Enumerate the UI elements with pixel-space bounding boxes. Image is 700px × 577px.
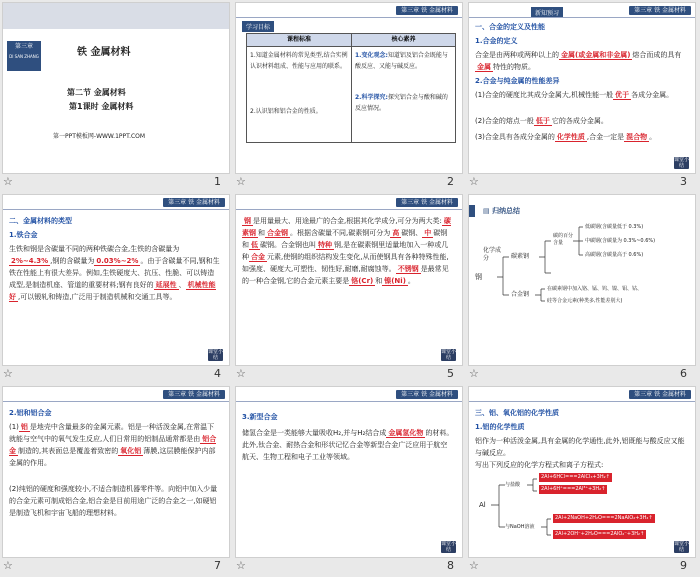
divider: [3, 209, 229, 210]
slide-footer-9: [466, 557, 699, 576]
slide-footer-2: [233, 173, 466, 192]
slide-cell-5[interactable]: [233, 192, 466, 384]
equation-base-ionic: 2Al+2OH⁻+2H₂O===2AlO₂⁻+3H₂↑: [555, 531, 645, 537]
slide-footer-7: [0, 557, 233, 576]
slide-thumbnail-7[interactable]: [3, 387, 229, 557]
paragraph-aluminum: (1) 铝 是地壳中含量最多的金属元素。铝是一种活泼金属,在常温下就能与空气中的氧气发生反应,人们日常用的铝制品通常都是由 铝合金 制造的,其表面总是覆盖着致密的 氧化铝 薄膜,这层膜能保护内部金属的作用。: [9, 423, 217, 467]
slide-header: 第三章 铁 金属材料: [163, 390, 225, 399]
heading-1: 三、铝、氧化铝的化学性质: [475, 409, 559, 417]
equation-base-molecular: 2Al+2NaOH+2H₂O===2NaAlO₂+3H₂↑: [555, 515, 653, 521]
slide-header: 第三章 铁 金属材料: [629, 6, 691, 15]
star-icon[interactable]: ☆: [236, 175, 246, 188]
star-icon[interactable]: ☆: [469, 367, 479, 380]
slide-footer-5: [233, 365, 466, 384]
heading-2: 1.铁合金: [9, 231, 38, 239]
paragraph-chemistry: (3)合金具有各成分金属的 化学性质 ,合金一定是 混合物 。: [475, 133, 657, 141]
back-button[interactable]: 课堂小结: [441, 541, 457, 553]
slide-header: 第三章 铁 金属材料: [629, 390, 691, 399]
paragraph-steel: 钢 是用量最大、用途最广的合金,根据其化学成分,可分为两大类: 碳素钢 和 合金钢 。根据含碳量不同,碳素钢可分为 高 碳钢、 中 碳钢和 低 碳钢。合金钢也叫 特种 钢,是在碳素钢里适量地加入一种或几种 合金 元素,使钢的组织结构发生变化,从而使钢具有各种特殊性能,如强度、硬度大,可塑性、韧性好,耐磨,耐腐蚀等。 不锈钢 是最常见的一种合金钢,它的合金元素主要是 铬(Cr) 和 镍(Ni) 。: [242, 217, 451, 285]
slide-footer-6: [466, 365, 699, 384]
star-icon[interactable]: ☆: [3, 367, 13, 380]
slide-footer-1: [0, 173, 233, 192]
star-icon[interactable]: ☆: [236, 367, 246, 380]
slide-footer-8: [233, 557, 466, 576]
table-header-standard: 课程标准: [247, 34, 352, 47]
equation-acid-ionic: 2Al+6H⁺===2Al³⁺+3H₂↑: [541, 486, 606, 492]
slide-thumbnail-6[interactable]: [469, 195, 695, 365]
slide-number: 7: [214, 559, 221, 572]
slide-header: 第三章 铁 金属材料: [396, 6, 458, 15]
table-header-core: 核心素养: [352, 34, 455, 47]
slide-thumbnail-3[interactable]: [469, 3, 695, 173]
section-tag: 新知预习: [531, 7, 563, 18]
chapter-en: DI SAN ZHANG: [9, 54, 39, 59]
core-2: 2.科学探究:探究铝合金与酸和碱的反应情况。: [355, 94, 448, 112]
back-button[interactable]: 课堂小结: [674, 541, 690, 553]
heading-3: 2.合金与纯金属的性能差异: [475, 77, 560, 85]
slide-cell-4[interactable]: [0, 192, 233, 384]
slide-cell-9[interactable]: [466, 384, 699, 576]
slide-thumbnail-2[interactable]: [236, 3, 462, 173]
slide-number: 2: [447, 175, 454, 188]
star-icon[interactable]: ☆: [469, 559, 479, 572]
heading-1: 2.铝和铝合金: [9, 409, 52, 417]
star-icon[interactable]: ☆: [3, 559, 13, 572]
slide-footer-4: [0, 365, 233, 384]
slide-thumbnail-8[interactable]: [236, 387, 462, 557]
template-credit: 第一PPT模板网-WWW.1PPT.COM: [53, 133, 146, 140]
title-band: [3, 3, 229, 29]
slide-number: 9: [680, 559, 687, 572]
section-tag: 学习目标: [242, 21, 274, 32]
chapter-cn: 第三章: [14, 43, 33, 50]
equation-acid-molecular: 2Al+6HCl===2AlCl₃+3H₂↑: [541, 474, 610, 480]
steel-classification-diagram: [469, 195, 695, 365]
slide-cell-7[interactable]: [0, 384, 233, 576]
back-button[interactable]: 课堂小结: [208, 349, 224, 361]
slide-number: 4: [214, 367, 221, 380]
by-composition-label: 化学成分: [483, 247, 502, 262]
slide-number: 1: [214, 175, 221, 188]
divider: [236, 401, 462, 402]
slide-number: 6: [680, 367, 687, 380]
star-icon[interactable]: ☆: [236, 559, 246, 572]
slide-thumbnail-9[interactable]: [469, 387, 695, 557]
paragraph-iron-alloy: 生铁和钢是含碳量不同的两种铁碳合金,生铁的含碳量为2%~4.3% ,钢的含碳量为 0.03%~2% 。由于含碳量不同,钢和生铁在性能上有很大差异。例如,生铁硬度大、抗压、性脆、可以铸造成型,是制造机座、管道的重要材料;钢有良好的 延展性 、 机械性能好 ,可以锻轧和铸造,广泛用于制造机械和交通工具等。: [9, 245, 220, 301]
slide-header: 第三章 铁 金属材料: [396, 390, 458, 399]
heading-2: 1.铝的化学性质: [475, 423, 525, 431]
high-carbon-node: 高碳钢(含碳量高于 0.6%): [585, 252, 644, 258]
objectives-table: [246, 33, 456, 143]
slide-cell-1[interactable]: [0, 0, 233, 192]
mid-carbon-node: 中碳钢(含碳量为 0.3%~0.6%): [585, 238, 656, 244]
summary-tag: ▤ 归纳总结: [483, 207, 521, 215]
chapter-badge: [7, 41, 41, 71]
paragraph-definition: 合金是由两种或两种以上的 金属(或金属和非金属) 熔合而成的具有金属 特性的物质。: [475, 51, 682, 71]
list-icon: ▤: [483, 207, 493, 215]
root-node: 钢: [475, 273, 482, 281]
back-button[interactable]: 课堂小结: [674, 157, 690, 169]
alloy-desc-1: 在碳素钢中加入铬、锰、钨、镍、钼、钴、: [547, 286, 643, 292]
paragraph-instruction: 写出下列反应的化学方程式和离子方程式:: [475, 461, 604, 469]
slide-thumbnail-5[interactable]: [236, 195, 462, 365]
slide-cell-8[interactable]: [233, 384, 466, 576]
brace-carbon: [539, 241, 551, 273]
heading-1: 一、合金的定义及性能: [475, 23, 545, 31]
slide-number: 5: [447, 367, 454, 380]
slide-header: 第三章 铁 金属材料: [163, 198, 225, 207]
heading-1: 3.新型合金: [242, 413, 278, 421]
heading-1: 二、金属材料的类型: [9, 217, 72, 225]
paragraph-melting: (2)合金的熔点一般 低于 它的各成分金属。: [475, 117, 608, 125]
al-node: Al: [479, 501, 486, 509]
core-1: 1.变化观念:知道铝及铝合金既能与酸反应、又能与碱反应。: [355, 52, 448, 70]
acid-branch: 与盐酸: [505, 482, 521, 488]
slide-cell-2[interactable]: [233, 0, 466, 192]
slide-header: 第三章 铁 金属材料: [396, 198, 458, 207]
paragraph-pure-aluminum: (2)纯铝的硬度和强度较小,不适合制造机器零件等。向铝中加入少量的合金元素可制成铝合金,铝合金是目前用途广泛的合金之一,如硬铝是制造飞机和宇宙飞船的理想材料。: [9, 485, 218, 517]
slide-number: 3: [680, 175, 687, 188]
slide-number: 8: [447, 559, 454, 572]
slide-thumbnail-4[interactable]: [3, 195, 229, 365]
divider: [236, 209, 462, 210]
standard-1: 1.知道金属材料的常见类型,结合实例认识材料组成、性能与应用的联系。: [250, 52, 348, 70]
paragraph-hardness: (1)合金的硬度比其成分金属大,机械性能一般 优于 各成分金属。: [475, 91, 674, 99]
chapter-title: 铁 金属材料: [77, 47, 131, 58]
low-carbon-node: 低碳钢(含碳量低于 0.3%): [585, 224, 644, 230]
slide-footer-3: [466, 173, 699, 192]
divider: [236, 17, 462, 18]
alloy-steel-node: 合金钢: [511, 291, 530, 298]
paragraph-new-alloy: 储氢合金是一类能够大量吸收H₂,并与H₂结合成 金属氢化物 的材料。此外,钛合金、耐热合金和形状记忆合金等新型合金广泛应用于航空航天、生物工程和电子工业等领域。: [242, 429, 454, 461]
star-icon[interactable]: ☆: [469, 175, 479, 188]
carbon-steel-node: 碳素钢: [511, 253, 530, 260]
divider: [469, 17, 695, 18]
paragraph-al-properties: 铝作为一种活泼金属,具有金属的化学通性,此外,铝既能与酸反应又能与碱反应。: [475, 437, 685, 457]
base-branch: 与NaOH溶液: [505, 524, 535, 530]
alloy-desc-2: 硅等合金元素(种类多,性能差别大): [547, 298, 623, 304]
back-button[interactable]: 课堂小结: [441, 349, 457, 361]
standard-2: 2.认识铝和铝合金的性质。: [250, 108, 322, 115]
divider: [3, 401, 229, 402]
slide-cell-3[interactable]: [466, 0, 699, 192]
lesson-title: 第1课时 金属材料: [69, 102, 134, 111]
star-icon[interactable]: ☆: [3, 175, 13, 188]
carbon-content-label: 碳的百分含量: [553, 233, 574, 246]
section-title: 第二节 金属材料: [67, 88, 126, 97]
heading-2: 1.合金的定义: [475, 37, 518, 45]
slide-thumbnail-1[interactable]: [3, 3, 229, 173]
slide-cell-6[interactable]: [466, 192, 699, 384]
brace-alloy: [535, 289, 545, 301]
